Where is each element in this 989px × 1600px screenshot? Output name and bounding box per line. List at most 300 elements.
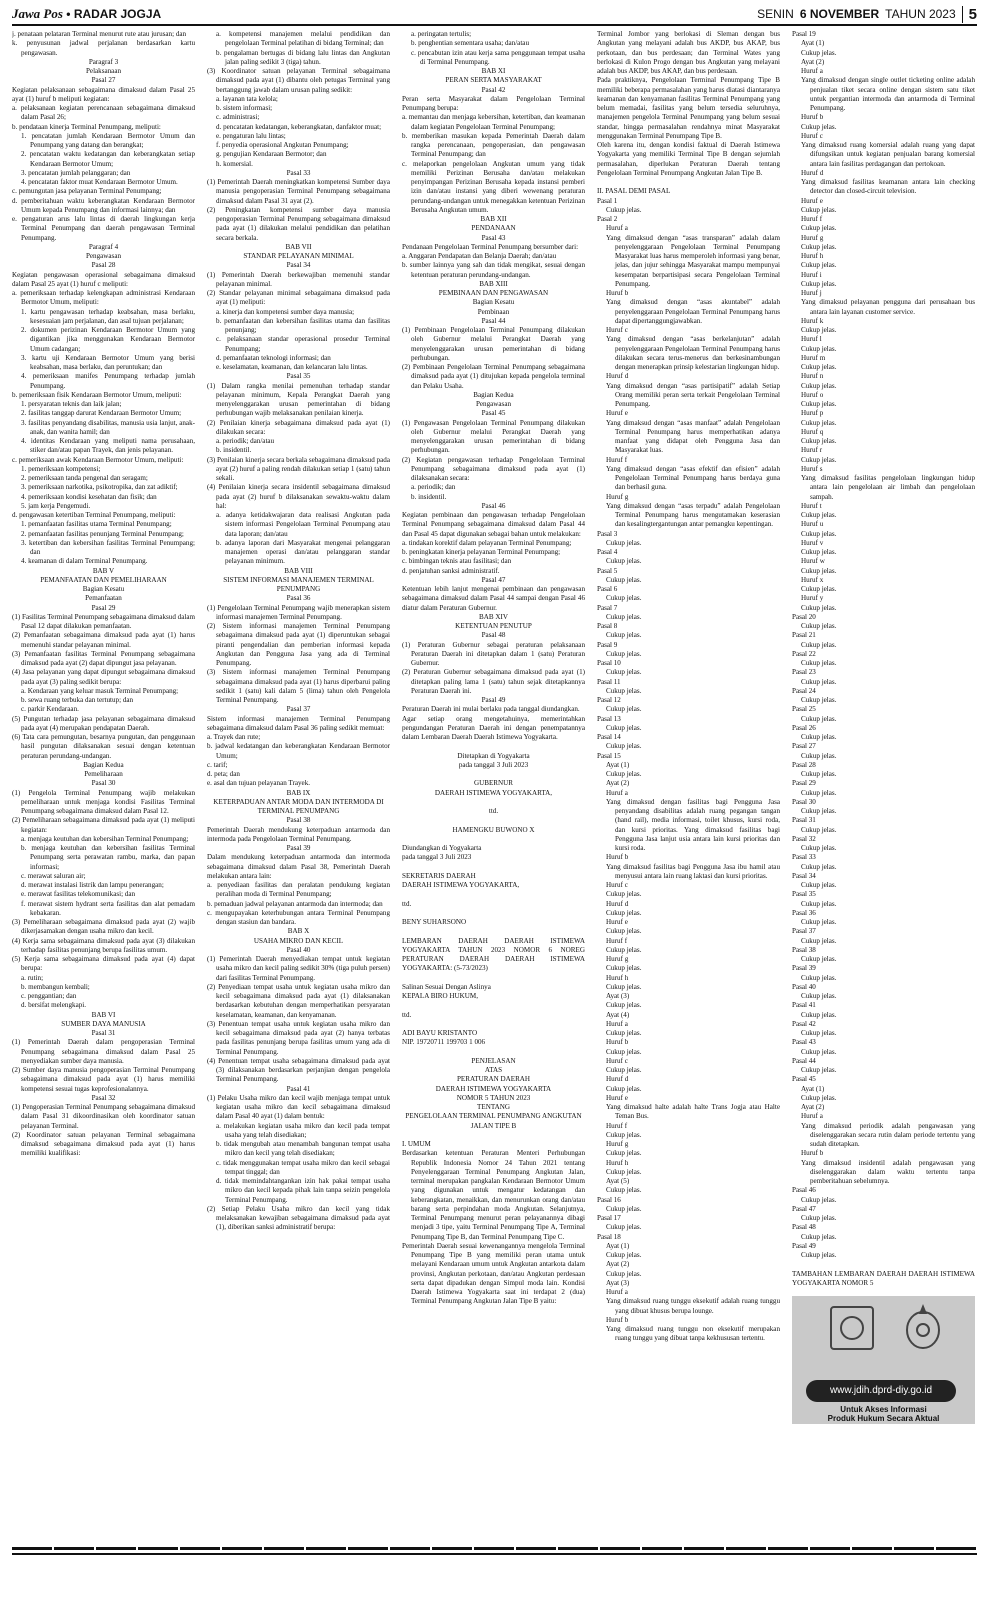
paragraph: Pelaksanaan bbox=[85, 67, 122, 75]
paragraph: Huruf u bbox=[801, 520, 824, 529]
paragraph: b. memberikan masukan kepada Pemerintah Daerah dalam rangka perencanaan, pengoperasian, dan pengawasan Terminal Penumpang; dan bbox=[402, 131, 585, 159]
paragraph: (1) Pengelolaan Terminal Penumpang wajib menerapkan sistem informasi manajemen Terminal Penumpang. bbox=[207, 603, 390, 621]
paragraph: Cukup jelas. bbox=[606, 927, 642, 936]
paragraph: b. penghentian sementara usaha; dan/atau bbox=[411, 39, 529, 48]
paragraph: Huruf b bbox=[606, 1315, 629, 1324]
paragraph: Yang dimaksud ruang tunggu eksekutif adalah ruang tunggu yang dibuat khusus berupa lounge. bbox=[606, 1297, 780, 1315]
paragraph: DAERAH ISTIMEWA YOGYAKARTA, bbox=[402, 881, 520, 889]
paragraph: b. jadwal kedatangan dan keberangkatan Kendaraan Bermotor Umum; bbox=[207, 742, 390, 760]
paragraph: Ayat (1) bbox=[801, 39, 825, 48]
paragraph: PENDANAAN bbox=[471, 224, 516, 233]
paragraph: Huruf g bbox=[801, 233, 824, 242]
paragraph: Pasal 6 bbox=[597, 585, 618, 593]
paragraph: Pasal 7 bbox=[597, 603, 618, 612]
paragraph: Dalam mendukung keterpaduan antarmoda dan intermoda sebagaimana dimaksud dalam Pasal 38, Pemerintah Daerah melakukan antara lain: bbox=[207, 853, 390, 880]
paragraph: Cukup jelas. bbox=[606, 205, 642, 214]
paragraph: SEKRETARIS DAERAH bbox=[402, 871, 476, 880]
paragraph: Cukup jelas. bbox=[606, 686, 642, 695]
paragraph: KETENTUAN PENUTUP bbox=[455, 622, 532, 630]
paragraph: d. pemanfaatan teknologi informasi; dan bbox=[216, 353, 331, 362]
paragraph: Huruf d bbox=[801, 168, 824, 177]
paragraph: Huruf f bbox=[606, 936, 628, 945]
masthead-left bbox=[12, 6, 161, 22]
paragraph: Cukup jelas. bbox=[801, 122, 837, 131]
paragraph: Paragraf 3 bbox=[88, 57, 119, 66]
paragraph: (2) Pemeliharaan sebagaimana dimaksud pada ayat (1) meliputi kegiatan: bbox=[12, 816, 195, 834]
paragraph: (1) Pemerintah Daerah menyediakan tempat untuk kegiatan usaha mikro dan kecil paling sedikit 30% (tiga puluh persen) dari fasilitas Terminal Penumpang. bbox=[207, 955, 390, 982]
paragraph: Pasal 29 bbox=[792, 779, 816, 788]
paragraph: (1) Pembinaan Pengelolaan Terminal Penumpang dilakukan oleh Gubernur melalui Perangkat Daerah yang menyelenggarakan urusan pemerintahan di bidang perhubungan. bbox=[402, 326, 585, 362]
paragraph: (2) Sistem informasi manajemen Terminal Penumpang sebagaimana dimaksud pada ayat (1) diperuntukan sebagai piranti pengendalian dan pemberian informasi kepada Angkutan dan Pengguna Jasa yang ada di Terminal Penumpang. bbox=[207, 622, 390, 667]
paragraph: (4) Penentuan tempat usaha sebagaimana dimaksud pada ayat (3) dilaksanakan berdasarkan perjanjian dengan pengelola Terminal Penumpang. bbox=[207, 1056, 390, 1084]
paragraph: Pasal 33 bbox=[792, 853, 816, 862]
paragraph: Agar setiap orang mengetahuinya, memerintahkan pengundangan Peraturan Daerah ini dengan penempatannya dalam Lembaran Daerah Daerah Istimewa Yogyakarta. bbox=[402, 714, 585, 741]
paragraph: d. penjatuhan sanksi administratif. bbox=[402, 566, 500, 575]
paragraph: e. keselamatan, keamanan, dan kelancaran lalu lintas. bbox=[216, 363, 368, 371]
paragraph: PEMANFAATAN DAN PEMELIHARAAN bbox=[40, 575, 167, 584]
paragraph: Cukup jelas. bbox=[801, 529, 837, 538]
paragraph: Huruf a bbox=[606, 788, 628, 797]
paragraph: Pasal 48 bbox=[481, 631, 506, 640]
paragraph: Pasal 2 bbox=[597, 215, 618, 223]
paragraph: Cukup jelas. bbox=[801, 400, 837, 408]
paragraph: Cukup jelas. bbox=[801, 455, 837, 464]
paragraph: c. pelaksanaan standar operasional prosedur Terminal Penumpang; bbox=[216, 335, 390, 353]
paragraph: Cukup jelas. bbox=[606, 1029, 642, 1037]
paragraph: BAB VIII bbox=[284, 566, 313, 575]
paragraph: Huruf g bbox=[606, 955, 629, 963]
paragraph: Cukup jelas. bbox=[801, 899, 837, 908]
paragraph: Pasal 30 bbox=[792, 797, 816, 806]
paragraph: (1) Pemerintah Daerah meningkatkan kompetensi Sumber daya manusia pengoperasian Terminal Penumpang sebagaimana dimaksud dalam Pasal 31 ayat (2). bbox=[207, 178, 390, 205]
paragraph: USAHA MIKRO DAN KECIL bbox=[253, 936, 344, 945]
paragraph: Cukup jelas. bbox=[606, 964, 642, 973]
paragraph: Pasal 42 bbox=[481, 85, 506, 94]
paragraph: BAB XII bbox=[480, 215, 507, 223]
paragraph: Huruf s bbox=[801, 464, 823, 473]
paragraph: 3. kartu uji Kendaraan Bermotor Umum yang berisi keabsahan, masa berlaku, dan peruntukan; dan bbox=[21, 353, 195, 371]
paragraph: Pasal 13 bbox=[597, 714, 621, 723]
paragraph: GUBERNUR bbox=[473, 779, 514, 788]
paragraph: pada tanggal 3 Juli 2023 bbox=[458, 760, 529, 769]
paragraph: Cukup jelas. bbox=[801, 437, 837, 445]
paragraph: a. kompetensi manajemen melalui pendidikan dan pengelolaan Terminal pelatihan di bidang Terminal; dan bbox=[216, 30, 390, 48]
paragraph: Yang dimaksud dengan “asas transparan” adalah dalam penyelenggaraan Pengelolaan Terminal Penumpang Masyarakat luas harus memperoleh informasi yang benar, jelas, dan jujur sehingga Masyarakat mampu mempunyai kesempatan berpartisipasi secara Pengelolaan Terminal Penumpang. bbox=[606, 233, 780, 288]
paragraph: Huruf b bbox=[801, 1149, 824, 1158]
paragraph: Cukup jelas. bbox=[801, 566, 837, 575]
paragraph: c. penggantian; dan bbox=[21, 992, 77, 1000]
paragraph bbox=[402, 927, 585, 936]
paragraph: Pasal 39 bbox=[286, 844, 311, 852]
paragraph: DAERAH ISTIMEWA YOGYAKARTA, bbox=[434, 788, 553, 797]
paragraph: BAB VII bbox=[285, 242, 312, 251]
paragraph: PENGELOLAAN TERMINAL PENUMPANG ANGKUTAN JALAN TIPE B bbox=[405, 1112, 582, 1130]
paragraph: a. Anggaran Pendapatan dan Belanja Daerah; dan/atau bbox=[402, 252, 557, 260]
paragraph: Pasal 28 bbox=[91, 261, 116, 270]
jdih-banner[interactable] bbox=[792, 1296, 975, 1424]
paragraph: Pasal 5 bbox=[597, 566, 618, 575]
paragraph: Ayat (1) bbox=[606, 760, 630, 769]
paragraph: Huruf d bbox=[606, 899, 629, 908]
paragraph: Pasal 14 bbox=[597, 733, 621, 741]
paragraph: Pasal 15 bbox=[597, 751, 621, 760]
paragraph: Paragraf 4 bbox=[88, 242, 119, 251]
paragraph: Ayat (2) bbox=[801, 57, 825, 66]
paragraph: Huruf c bbox=[606, 1056, 628, 1065]
paragraph: Cukup jelas. bbox=[801, 1029, 837, 1037]
paragraph: Ayat (3) bbox=[606, 1278, 630, 1287]
paragraph: f. penyedia operasional Angkutan Penumpang; bbox=[216, 141, 349, 149]
paragraph: a. menjaga keutuhan dan kebersihan Terminal Penumpang; bbox=[21, 834, 189, 843]
paragraph: Pasal 27 bbox=[792, 742, 816, 751]
jdih-url-link[interactable]: www.jdih.dprd-diy.go.id bbox=[806, 1380, 956, 1402]
paragraph: 1. persyaratan teknis dan laik jalan; bbox=[21, 400, 122, 408]
paragraph: Yang dimaksud halte adalah halte Trans Jogja atau Halte Teman Bus. bbox=[606, 1103, 780, 1121]
paragraph: Ayat (3) bbox=[606, 992, 630, 1000]
paragraph: a. adanya ketidakwajaran data realisasi Angkutan pada sistem informasi Pengelolaan Terminal Penumpang atau data laporan; dan/atau bbox=[216, 511, 390, 538]
paragraph: Ayat (1) bbox=[801, 1084, 825, 1093]
paragraph: Kegiatan pengawasan operasional sebagaimana dimaksud dalam Pasal 25 ayat (1) huruf c meliputi: bbox=[12, 270, 195, 288]
paragraph: PENJELASAN bbox=[471, 1056, 516, 1065]
paragraph: Cukup jelas. bbox=[801, 1232, 837, 1241]
paragraph: Huruf f bbox=[606, 1121, 628, 1130]
paragraph: (1) Pengelola Terminal Penumpang wajib melakukan pemeliharaan untuk menjaga kondisi Fasilitas Terminal Penumpang sebagaimana dimaksud dalam Pasal 12. bbox=[12, 788, 195, 815]
paragraph bbox=[402, 1001, 585, 1010]
paragraph: DAERAH ISTIMEWA YOGYAKARTA bbox=[435, 1084, 552, 1093]
paragraph: Pasal 18 bbox=[597, 1232, 621, 1241]
paragraph: Cukup jelas. bbox=[801, 261, 837, 270]
paragraph: Cukup jelas. bbox=[606, 1001, 642, 1010]
paragraph: a. peringatan tertulis; bbox=[411, 30, 472, 38]
paragraph: (5) Kerja sama sebagaimana dimaksud pada ayat (4) dapat berupa: bbox=[12, 955, 195, 973]
paragraph: Pasal 28 bbox=[792, 760, 816, 769]
paragraph: Yang dimaksud dengan “asas akuntabel” adalah penyelenggaraan Pengelolaan Terminal Penumpang harus dapat dipertanggungjawabkan. bbox=[606, 298, 780, 325]
paragraph: Yang dimaksud dengan “asas efektif dan efisien” adalah Pengelolaan Terminal Penumpang harus berdaya guna dan berhasil guna. bbox=[606, 464, 780, 492]
paragraph: (2) Kegiatan pengawasan terhadap Pengelolaan Terminal Penumpang sebagaimana dimaksud pada ayat (1) dilaksanakan secara: bbox=[402, 455, 585, 482]
paragraph: Pasal 35 bbox=[792, 890, 816, 899]
paragraph: Bagian Kesatu bbox=[82, 585, 125, 593]
paragraph: b. pemeriksaan fisik Kendaraan Bermotor Umum, meliputi: bbox=[12, 390, 182, 399]
paragraph: Pasal 31 bbox=[91, 1029, 116, 1037]
paragraph: Ayat (2) bbox=[606, 779, 630, 788]
paragraph: Pasal 49 bbox=[792, 1241, 816, 1250]
paragraph: Yang dimaksud insidentil adalah pengawasan yang diselenggarakan dalam waktu tertentu tanpa pemberitahuan sebelumnya. bbox=[801, 1158, 975, 1185]
paragraph: d. bersifat melengkapi. bbox=[21, 1001, 87, 1010]
paragraph bbox=[402, 909, 585, 918]
paragraph: (3) Koordinator satuan pelayanan Terminal sebagaimana dimaksud pada ayat (1) dibantu oleh petugas Terminal yang bertanggung jawab dalam urusan paling sedikit: bbox=[207, 67, 390, 94]
paragraph: Pasal 34 bbox=[286, 261, 311, 270]
paragraph: (2) Peraturan Gubernur sebagaimana dimaksud pada ayat (1) ditetapkan paling lama 1 (satu) tahun sejak ditetapkannya Peraturan Daerah ini. bbox=[402, 668, 585, 695]
paragraph: Cukup jelas. bbox=[801, 936, 837, 945]
paragraph: Cukup jelas. bbox=[606, 1130, 642, 1139]
paragraph: c. pemeriksaan awak Kendaraan Bermotor Umum, meliputi: bbox=[12, 455, 184, 464]
paragraph: j. penataan pelataran Terminal menurut rute atau jurusan; dan bbox=[12, 30, 187, 38]
paragraph: Pasal 30 bbox=[91, 779, 116, 788]
paragraph: Pasal 47 bbox=[792, 1204, 816, 1213]
paragraph: Pasal 23 bbox=[792, 668, 816, 677]
paragraph: b. insidentil. bbox=[216, 446, 252, 455]
paragraph: Cukup jelas. bbox=[801, 242, 837, 251]
paragraph: 1. pencatatan jumlah Kendaraan Bermotor Umum dan Penumpang yang datang dan berangkat; bbox=[21, 131, 195, 149]
paragraph: Cukup jelas. bbox=[801, 659, 837, 667]
masthead-rule bbox=[12, 24, 977, 26]
paragraph: 4. pemeriksaan kondisi kesehatan dan fisik; dan bbox=[21, 492, 157, 501]
paragraph: a. Kendaraan yang keluar masuk Terminal Penumpang; bbox=[21, 686, 179, 695]
paragraph: Cukup jelas. bbox=[801, 640, 837, 649]
paragraph: a. periodik; dan bbox=[411, 483, 456, 492]
paragraph bbox=[402, 1131, 585, 1140]
paragraph: BAB VI bbox=[91, 1010, 116, 1019]
column-1 bbox=[12, 30, 195, 1530]
paragraph: a. penyediaan fasilitas dan peralatan pendukung kegiatan peralihan moda di Terminal Penumpang; bbox=[207, 881, 390, 899]
footer-rule-thin bbox=[12, 1553, 977, 1555]
paragraph: Cukup jelas. bbox=[606, 649, 642, 658]
paragraph: Pengawasan bbox=[85, 252, 122, 260]
paragraph: KEPALA BIRO HUKUM, bbox=[402, 992, 479, 1000]
column-4 bbox=[597, 30, 780, 1530]
paragraph: Pasal 32 bbox=[792, 834, 816, 843]
paragraph: Bagian Kesatu bbox=[472, 298, 515, 307]
paragraph: Pasal 36 bbox=[792, 908, 816, 917]
paragraph: Pasal 29 bbox=[91, 603, 116, 612]
paragraph: (3) Pemanfaatan fasilitas Terminal Penumpang sebagaimana dimaksud pada ayat (2) dapat dipungut jasa pelayanan. bbox=[12, 649, 195, 667]
paragraph: c. mengupayakan keterhubungan antara Terminal Penumpang dengan stasiun dan bandara. bbox=[207, 908, 390, 926]
paragraph bbox=[402, 1020, 585, 1029]
paragraph: Cukup jelas. bbox=[801, 603, 837, 612]
masthead-separator: • bbox=[66, 7, 71, 21]
paragraph: 3. pencatatan jumlah pelanggaran; dan bbox=[21, 168, 131, 177]
paragraph: Cukup jelas. bbox=[801, 622, 837, 630]
footer-rule bbox=[12, 1547, 977, 1550]
paragraph: Cukup jelas. bbox=[801, 733, 837, 741]
paragraph: d. pencatatan kedatangan, keberangkatan, danfaktor muat; bbox=[216, 122, 382, 131]
masthead-right bbox=[757, 6, 977, 23]
paragraph: Huruf e bbox=[606, 1093, 628, 1102]
paragraph: g. pengujian Kendaraan Bermotor; dan bbox=[216, 150, 327, 159]
paragraph bbox=[402, 974, 585, 983]
paragraph: Berdasarkan ketentuan Peraturan Menteri Perhubungan Republik Indonesia Nomor 24 Tahun 2021 tentang Penyelenggaraan Terminal Penumpang Angkutan Jalan, terminal merupakan pangkalan Kendaraan Bermotor Umum yang digunakan untuk mengatur kedatangan dan keberangkatan, menaikkan, dan menurunkan orang dan/atau barang serta perpindahan moda Angkutan. Selanjutnya, Terminal Penumpang menurut peran pelayanannya dibagi menjadi 3 tipe, yaitu Terminal Penumpang Tipe A, Terminal Penumpang Tipe B, dan Terminal Penumpang Tipe C. bbox=[402, 1149, 585, 1241]
paragraph: Cukup jelas. bbox=[801, 881, 837, 889]
paragraph: BAB XIV bbox=[479, 612, 508, 621]
paragraph: Pasal 40 bbox=[792, 982, 816, 991]
paragraph: Cukup jelas. bbox=[801, 807, 837, 815]
paragraph: (4) Kerja sama sebagaimana dimaksud pada ayat (3) dilakukan terhadap fasilitas penunjang berupa fasilitas umum. bbox=[12, 936, 195, 954]
paragraph: PEMBINAAN DAN PENGAWASAN bbox=[438, 289, 549, 297]
paragraph: TENTANG bbox=[477, 1103, 510, 1111]
paragraph: b. sistem informasi; bbox=[216, 104, 273, 112]
paragraph: Cukup jelas. bbox=[801, 279, 837, 288]
paragraph: Oleh karena itu, dengan kondisi faktual di Daerah Istimewa Yogyakarta yang memiliki Terminal Tipe B dengan sejumlah permasalahan, diperlukan Peraturan Daerah tentang Pengelolaan Terminal Penumpang Angkutan Jalan Tipe B. bbox=[597, 141, 780, 177]
paragraph: Huruf d bbox=[606, 372, 629, 381]
paragraph: a. periodik; dan/atau bbox=[216, 437, 275, 445]
paragraph: Cukup jelas. bbox=[606, 538, 642, 547]
paragraph: Pasal 22 bbox=[792, 649, 816, 658]
paragraph: BAB IX bbox=[286, 788, 311, 797]
paragraph: Cukup jelas. bbox=[606, 908, 642, 917]
paragraph: SUMBER DAYA MANUSIA bbox=[61, 1019, 146, 1028]
paragraph: (4) Penilaian kinerja secara insidentil sebagaimana dimaksud pada ayat (2) huruf b dilaksanakan sewaktu-waktu dalam hal: bbox=[207, 483, 390, 510]
paragraph: Huruf f bbox=[606, 455, 628, 464]
paragraph: Huruf b bbox=[606, 289, 629, 297]
paragraph: Cukup jelas. bbox=[606, 1167, 642, 1176]
paragraph: SISTEM INFORMASI MANAJEMEN TERMINAL PENUMPANG bbox=[223, 575, 374, 593]
paragraph bbox=[402, 816, 585, 825]
paragraph: e. pengaturan lalu lintas; bbox=[216, 131, 286, 140]
paragraph: Yang dimaksud dengan single outlet ticketing online adalah penjualan tiket secara online dengan sistem satu tiket untuk pergantian intermoda dan antarmoda di Terminal Penumpang. bbox=[801, 76, 975, 112]
paragraph: 4. keamanan di dalam Terminal Penumpang. bbox=[21, 557, 148, 566]
paragraph: Cukup jelas. bbox=[606, 594, 642, 603]
paragraph: Pasal 16 bbox=[597, 1195, 621, 1204]
paragraph: Cukup jelas. bbox=[606, 1269, 642, 1278]
paragraph: Peran serta Masyarakat dalam Pengelolaan Terminal Penumpang berupa: bbox=[402, 94, 585, 112]
paragraph: Huruf a bbox=[801, 1112, 823, 1121]
paragraph: Pasal 44 bbox=[481, 316, 506, 325]
paragraph bbox=[792, 1260, 975, 1269]
paragraph: a. memantau dan menjaga kebersihan, ketertiban, dan keamanan dalam kegiatan Pengelolaan Terminal Penumpang; bbox=[402, 113, 585, 131]
paragraph: b. pemaduan jadwal pelayanan antarmoda dan intermoda; dan bbox=[207, 899, 383, 908]
paragraph: Huruf b bbox=[801, 113, 824, 122]
paragraph: Huruf t bbox=[801, 501, 822, 510]
paragraph bbox=[402, 890, 585, 899]
paragraph: NOMOR 5 TAHUN 2023 bbox=[456, 1093, 531, 1102]
paragraph: Cukup jelas. bbox=[606, 1223, 642, 1232]
paragraph: Huruf e bbox=[801, 196, 823, 205]
paragraph: Bagian Kedua bbox=[473, 390, 514, 399]
paragraph: Terminal Jombor yang berlokasi di Sleman dengan bus Angkutan yang melayani adalah bus AKDP, bus AKAP, bus perkotaan, dan bus perdesaan; dan Terminal Wates yang berlokasi di Kulon Progo dengan bus Angkutan yang melayani adalah bus AKDP, bus AKAP, dan bus perdesaan. bbox=[597, 30, 780, 75]
paragraph bbox=[402, 863, 585, 872]
paragraph: Cukup jelas. bbox=[801, 48, 837, 57]
paragraph bbox=[402, 798, 585, 807]
paragraph: b. insidentil. bbox=[411, 492, 447, 501]
paragraph: ATAS bbox=[484, 1066, 503, 1074]
paragraph: Bagian Kedua bbox=[83, 760, 124, 769]
paragraph: b. adanya laporan dari Masyarakat mengenai pelanggaran manajemen operasi dan/atau pelanggaran standar pelayanan minimum. bbox=[216, 538, 390, 566]
paragraph: (1) Pelaku Usaha mikro dan kecil wajib menjaga tempat untuk kegiatan usaha mikro dan kecil sebagaimana dimaksud dalam Pasal 40 ayat (1) dalam bentuk: bbox=[207, 1093, 390, 1121]
paragraph: a. melakukan kegiatan usaha mikro dan kecil pada tempat usaha yang telah disediakan; bbox=[216, 1121, 390, 1139]
paragraph: Pasal 41 bbox=[286, 1084, 311, 1093]
paragraph: Yang dimaksud dengan “asas berkelanjutan” adalah penyelenggaraan Pengelolaan Terminal Penumpang harus dilakukan secara terus-menerus dan berkesinambungan dengan menerapkan prinsip kelestarian lingkungan hidup. bbox=[606, 335, 780, 371]
paragraph: Cukup jelas. bbox=[606, 890, 642, 899]
paragraph: b. tidak mengubah atau menambah bangunan tempat usaha mikro dan kecil yang telah disediakan; bbox=[216, 1140, 390, 1158]
paragraph: Huruf x bbox=[801, 575, 824, 584]
paragraph: Pasal 47 bbox=[481, 575, 506, 584]
paragraph: Kegiatan pembinaan dan pengawasan terhadap Pengelolaan Terminal Penumpang sebagaimana dimaksud dalam Pasal 44 dan Pasal 45 dapat digunakan sebagai bahan untuk melakukan: bbox=[402, 511, 585, 538]
paragraph: Cukup jelas. bbox=[801, 1214, 837, 1222]
paragraph: Yang dimaksud periodik adalah pengawasan yang diselenggarakan secara rutin dalam periode tertentu yang sudah ditetapkan. bbox=[801, 1121, 975, 1148]
paragraph: (3) Penilaian kinerja secara berkala sebagaimana dimaksud pada ayat (2) huruf a paling rendah dilakukan setiap 1 (satu) tahun sekali. bbox=[207, 455, 390, 482]
paragraph: Huruf y bbox=[801, 594, 824, 603]
paragraph: Cukup jelas. bbox=[606, 1149, 642, 1158]
paragraph: a. rutin; bbox=[21, 973, 44, 982]
paragraph: 1. pemanfaatan fasilitas utama Terminal Penumpang; bbox=[21, 520, 172, 529]
page-number: 5 bbox=[962, 6, 977, 23]
paragraph: Pasal 27 bbox=[91, 76, 116, 85]
newspaper-section: RADAR JOGJA bbox=[73, 7, 162, 21]
paragraph: Cukup jelas. bbox=[801, 1010, 837, 1019]
paragraph: Pengawasan bbox=[475, 400, 512, 408]
paragraph: Huruf i bbox=[801, 270, 822, 279]
paragraph: Pasal 49 bbox=[481, 696, 506, 704]
paragraph: (3) Penentuan tempat usaha untuk kegiatan usaha mikro dan kecil sebagaimana dimaksud pada ayat (2) hanya terbatas pada fasilitas penunjang berupa fasilitas umum yang ada di Terminal Penumpang. bbox=[207, 1019, 390, 1056]
paragraph: e. merawat fasilitas telekomunikasi; dan bbox=[21, 890, 136, 899]
paragraph: Huruf b bbox=[606, 853, 629, 862]
paragraph: 4. pencatatan faktor muat Kendaraan Bermotor Umum. bbox=[21, 178, 178, 186]
paragraph: Pasal 46 bbox=[792, 1186, 816, 1195]
paragraph: Cukup jelas. bbox=[801, 224, 837, 233]
paragraph: 3. ketertiban dan kebersihan fasilitas Terminal Penumpang; dan bbox=[21, 538, 195, 556]
paragraph: f. merawat sistem hydrant serta fasilitas dan alat pemadam kebakaran. bbox=[21, 899, 195, 917]
paragraph: (1) Peraturan Gubernur sebagai peraturan pelaksanaan Peraturan Daerah ini ditetapkan dalam 1 (satu) Peraturan Gubernur. bbox=[402, 640, 585, 667]
paragraph: Pasal 9 bbox=[597, 640, 618, 649]
paragraph: Cukup jelas. bbox=[801, 548, 837, 556]
paragraph: Pasal 19 bbox=[792, 30, 816, 38]
issue-day: SENIN bbox=[757, 7, 794, 21]
paragraph: (5) Pungutan terhadap jasa pelayanan sebagaimana dimaksud pada ayat (4) merupakan pendapatan Daerah. bbox=[12, 714, 195, 732]
paragraph: LEMBARAN DAERAH DAERAH ISTIMEWA YOGYAKARTA TAHUN 2023 NOMOR 6 NOREG PERATURAN DAERAH DAERAH ISTIMEWA YOGYAKARTA: (5-73/2023) bbox=[402, 936, 585, 973]
paragraph: Yang dimaksud fasilitas bagi Pengguna Jasa ibu hamil atau menyusui antara lain ruang laktasi dan kursi prioritas. bbox=[606, 862, 780, 880]
paragraph: (1) Pemerintah Daerah berkewajiban memenuhi standar pelayanan minimal. bbox=[207, 270, 390, 288]
paragraph: TAMBAHAN LEMBARAN DAERAH DAERAH ISTIMEWA YOGYAKARTA NOMOR 5 bbox=[792, 1269, 975, 1287]
paragraph: a. Trayek dan rute; bbox=[207, 733, 261, 741]
paragraph: Pemerintah Daerah sesuai kewenangannya mengelola Terminal Penumpang Tipe B yang memiliki peran utama untuk melayani Kendaraan umum untuk Angkutan antarkota dalam provinsi, Angkutan perkotaan, dan/atau Angkutan perdesaan serta dapat dipadukan dengan Simpul moda lain. Kondisi Daerah Istimewa Yogyakarta saat ini terdapat 2 (dua) Terminal Penumpang Angkutan Jalan Tipe B yaitu: bbox=[402, 1241, 585, 1306]
paragraph: Cukup jelas. bbox=[801, 992, 837, 1000]
paragraph: Cukup jelas. bbox=[801, 918, 837, 926]
paragraph: h. komersial. bbox=[216, 159, 253, 168]
paragraph: Ditetapkan di Yogyakarta bbox=[457, 751, 530, 760]
paragraph: c. parkir Kendaraan. bbox=[21, 705, 79, 714]
paragraph: a. pemeriksaan terhadap kelengkapan administrasi Kendaraan Bermotor Umum, meliputi: bbox=[12, 289, 195, 307]
paragraph: Pasal 26 bbox=[792, 723, 816, 732]
paragraph: Huruf f bbox=[801, 215, 823, 223]
paragraph: Cukup jelas. bbox=[606, 1186, 642, 1195]
paragraph: Cukup jelas. bbox=[801, 381, 837, 390]
paragraph: Huruf b bbox=[606, 1038, 629, 1047]
masthead bbox=[12, 4, 977, 24]
paragraph: Pasal 11 bbox=[597, 677, 621, 686]
paragraph: Cukup jelas. bbox=[606, 1084, 642, 1093]
paragraph: Cukup jelas. bbox=[801, 1066, 837, 1074]
paragraph: Pasal 1 bbox=[597, 196, 618, 205]
paragraph: Cukup jelas. bbox=[606, 982, 642, 991]
paragraph: 4. identitas Kendaraan yang meliputi nama perusahaan, stiker dan/atau papan Trayek, dan jenis pelayanan. bbox=[21, 437, 195, 455]
paragraph: Huruf k bbox=[801, 316, 824, 325]
paragraph: pada tanggal 3 Juli 2023 bbox=[402, 853, 472, 862]
paragraph: Pasal 48 bbox=[792, 1223, 816, 1232]
paragraph: Cukup jelas. bbox=[606, 705, 642, 714]
paragraph: 2. pemeriksaan tanda pengenal dan seragam; bbox=[21, 474, 148, 482]
paragraph: a. kinerja dan kompetensi sumber daya manusia; bbox=[216, 307, 355, 316]
paragraph: Yang dimaksud fasilitas keamanan antara lain checking detector dan closed-circuit television. bbox=[801, 178, 975, 196]
paragraph: BAB XIII bbox=[479, 279, 508, 288]
paragraph: k. penyusunan jadwal perjalanan berdasarkan kartu pengawasan. bbox=[12, 39, 195, 57]
paragraph: a. pelaksanaan kegiatan perencanaan sebagaimana dimaksud dalam Pasal 26; bbox=[12, 104, 195, 122]
issue-date: 6 NOVEMBER bbox=[799, 7, 880, 21]
paragraph: Cukup jelas. bbox=[606, 1066, 642, 1074]
paragraph: KETERPADUAN ANTAR MODA DAN INTERMODA DI TERMINAL PENUMPANG bbox=[213, 797, 384, 815]
paragraph: Cukup jelas. bbox=[801, 973, 837, 982]
paragraph: Yang dimaksud ruang komersial adalah ruang yang dapat difungsikan untuk kegiatan penjualan barang komersial antara lain fasilitas perdagangan dan pertokoan. bbox=[801, 141, 975, 168]
paragraph: Huruf a bbox=[606, 224, 628, 233]
paragraph: Pasal 39 bbox=[792, 964, 816, 973]
paragraph: Huruf g bbox=[606, 1140, 629, 1148]
paragraph: Huruf e bbox=[606, 918, 628, 926]
newspaper-brand: Jawa Pos bbox=[12, 6, 63, 21]
paragraph: Peraturan Daerah ini mulai berlaku pada tanggal diundangkan. bbox=[402, 705, 580, 714]
paragraph: BENY SUHARSONO bbox=[402, 918, 467, 926]
paragraph: Cukup jelas. bbox=[606, 723, 642, 732]
paragraph: Pasal 37 bbox=[792, 927, 816, 936]
paragraph: Cukup jelas. bbox=[801, 585, 837, 593]
